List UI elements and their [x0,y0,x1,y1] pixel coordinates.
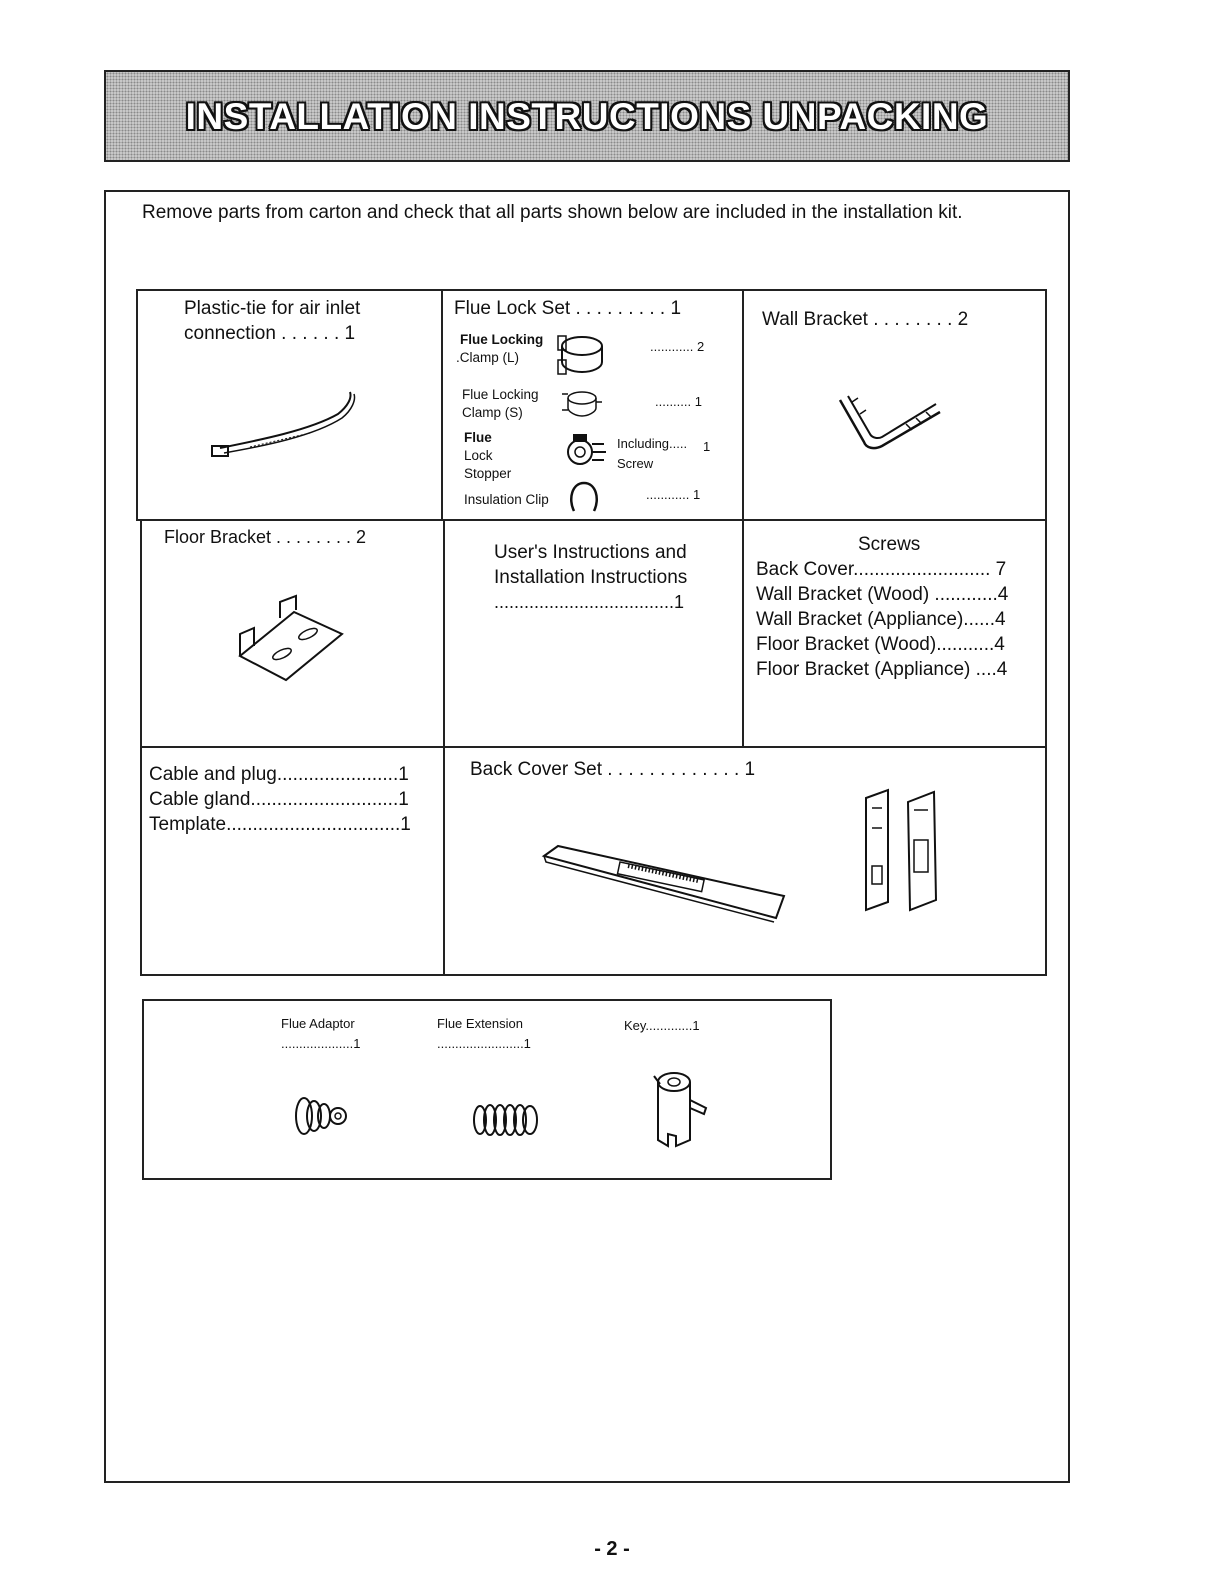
screws-back-cover: Back Cover.......................... 7 [756,559,1007,580]
flue-clamp-l-qty: ............ 2 [650,339,705,354]
back-cover-icon [540,834,790,924]
stopper-qty: 1 [703,439,711,454]
insulation-clip-qty: ............ 1 [646,487,701,502]
screws-wall-appliance: Wall Bracket (Appliance)......4 [756,609,1006,630]
page-number: - 2 - [594,1538,630,1560]
side-covers-icon [860,788,940,912]
flue-clamp-s-qty: .......... 1 [655,394,702,409]
plastic-tie-label: Plastic-tie for air inlet [184,298,361,319]
screws-floor-wood: Floor Bracket (Wood)...........4 [756,634,1005,655]
flue-extension-qty: ........................1 [437,1036,531,1051]
flue-clamp-l-sub: .Clamp (L) [456,350,520,365]
insulation-clip-label: Insulation Clip [464,492,549,507]
clamp-s-icon [562,388,602,424]
wall-bracket-label: Wall Bracket . . . . . . . . 2 [762,309,969,330]
flue-stopper-l3: Stopper [464,466,512,481]
stopper-including-label: Including..... [617,436,688,451]
flue-stopper-l1: Flue [464,430,492,445]
flue-clamp-l-label: Flue Locking [460,332,544,347]
flue-adaptor-icon [292,1094,352,1138]
screws-floor-appliance: Floor Bracket (Appliance) ....4 [756,659,1008,680]
flue-extension-icon [470,1100,542,1140]
flue-adaptor-label: Flue Adaptor [281,1016,355,1031]
back-cover-set-label: Back Cover Set . . . . . . . . . . . . . 1 [470,759,756,780]
template-row: Template.................................1 [149,814,411,835]
title-banner [104,70,1070,162]
flue-adaptor-qty: ....................1 [281,1036,361,1051]
instructions-qty: ....................................1 [494,592,685,612]
cable-plug-row: Cable and plug.......................1 [149,764,409,785]
screws-title: Screws [858,534,921,555]
stopper-screw-label: Screw [617,456,654,471]
plastic-tie-icon [210,390,360,470]
plastic-tie-qty: connection . . . . . . 1 [184,323,356,344]
insulation-clip-icon [566,479,606,515]
screws-wall-wood: Wall Bracket (Wood) ............4 [756,584,1009,605]
key-icon [648,1070,712,1152]
flue-clamp-s-label: Flue Locking [462,387,539,402]
page-title: INSTALLATION INSTRUCTIONS UNPACKING [185,96,989,137]
flue-lock-title: Flue Lock Set . . . . . . . . . 1 [454,298,682,319]
floor-bracket-label: Floor Bracket . . . . . . . . 2 [164,527,367,547]
users-instructions-label: User's Instructions and [494,542,687,563]
flue-stopper-l2: Lock [464,448,493,463]
cable-gland-row: Cable gland............................1 [149,789,409,810]
installation-instructions-label: Installation Instructions [494,567,688,588]
lock-stopper-icon [564,432,608,472]
flue-extension-label: Flue Extension [437,1016,523,1031]
intro-text: Remove parts from carton and check that all parts shown below are included in the installation kit. [142,202,963,223]
wall-bracket-icon [836,390,948,460]
key-label: Key.............1 [624,1018,700,1033]
clamp-l-icon [556,332,606,378]
floor-bracket-icon [234,594,348,686]
flue-clamp-s-sub: Clamp (S) [462,405,523,420]
